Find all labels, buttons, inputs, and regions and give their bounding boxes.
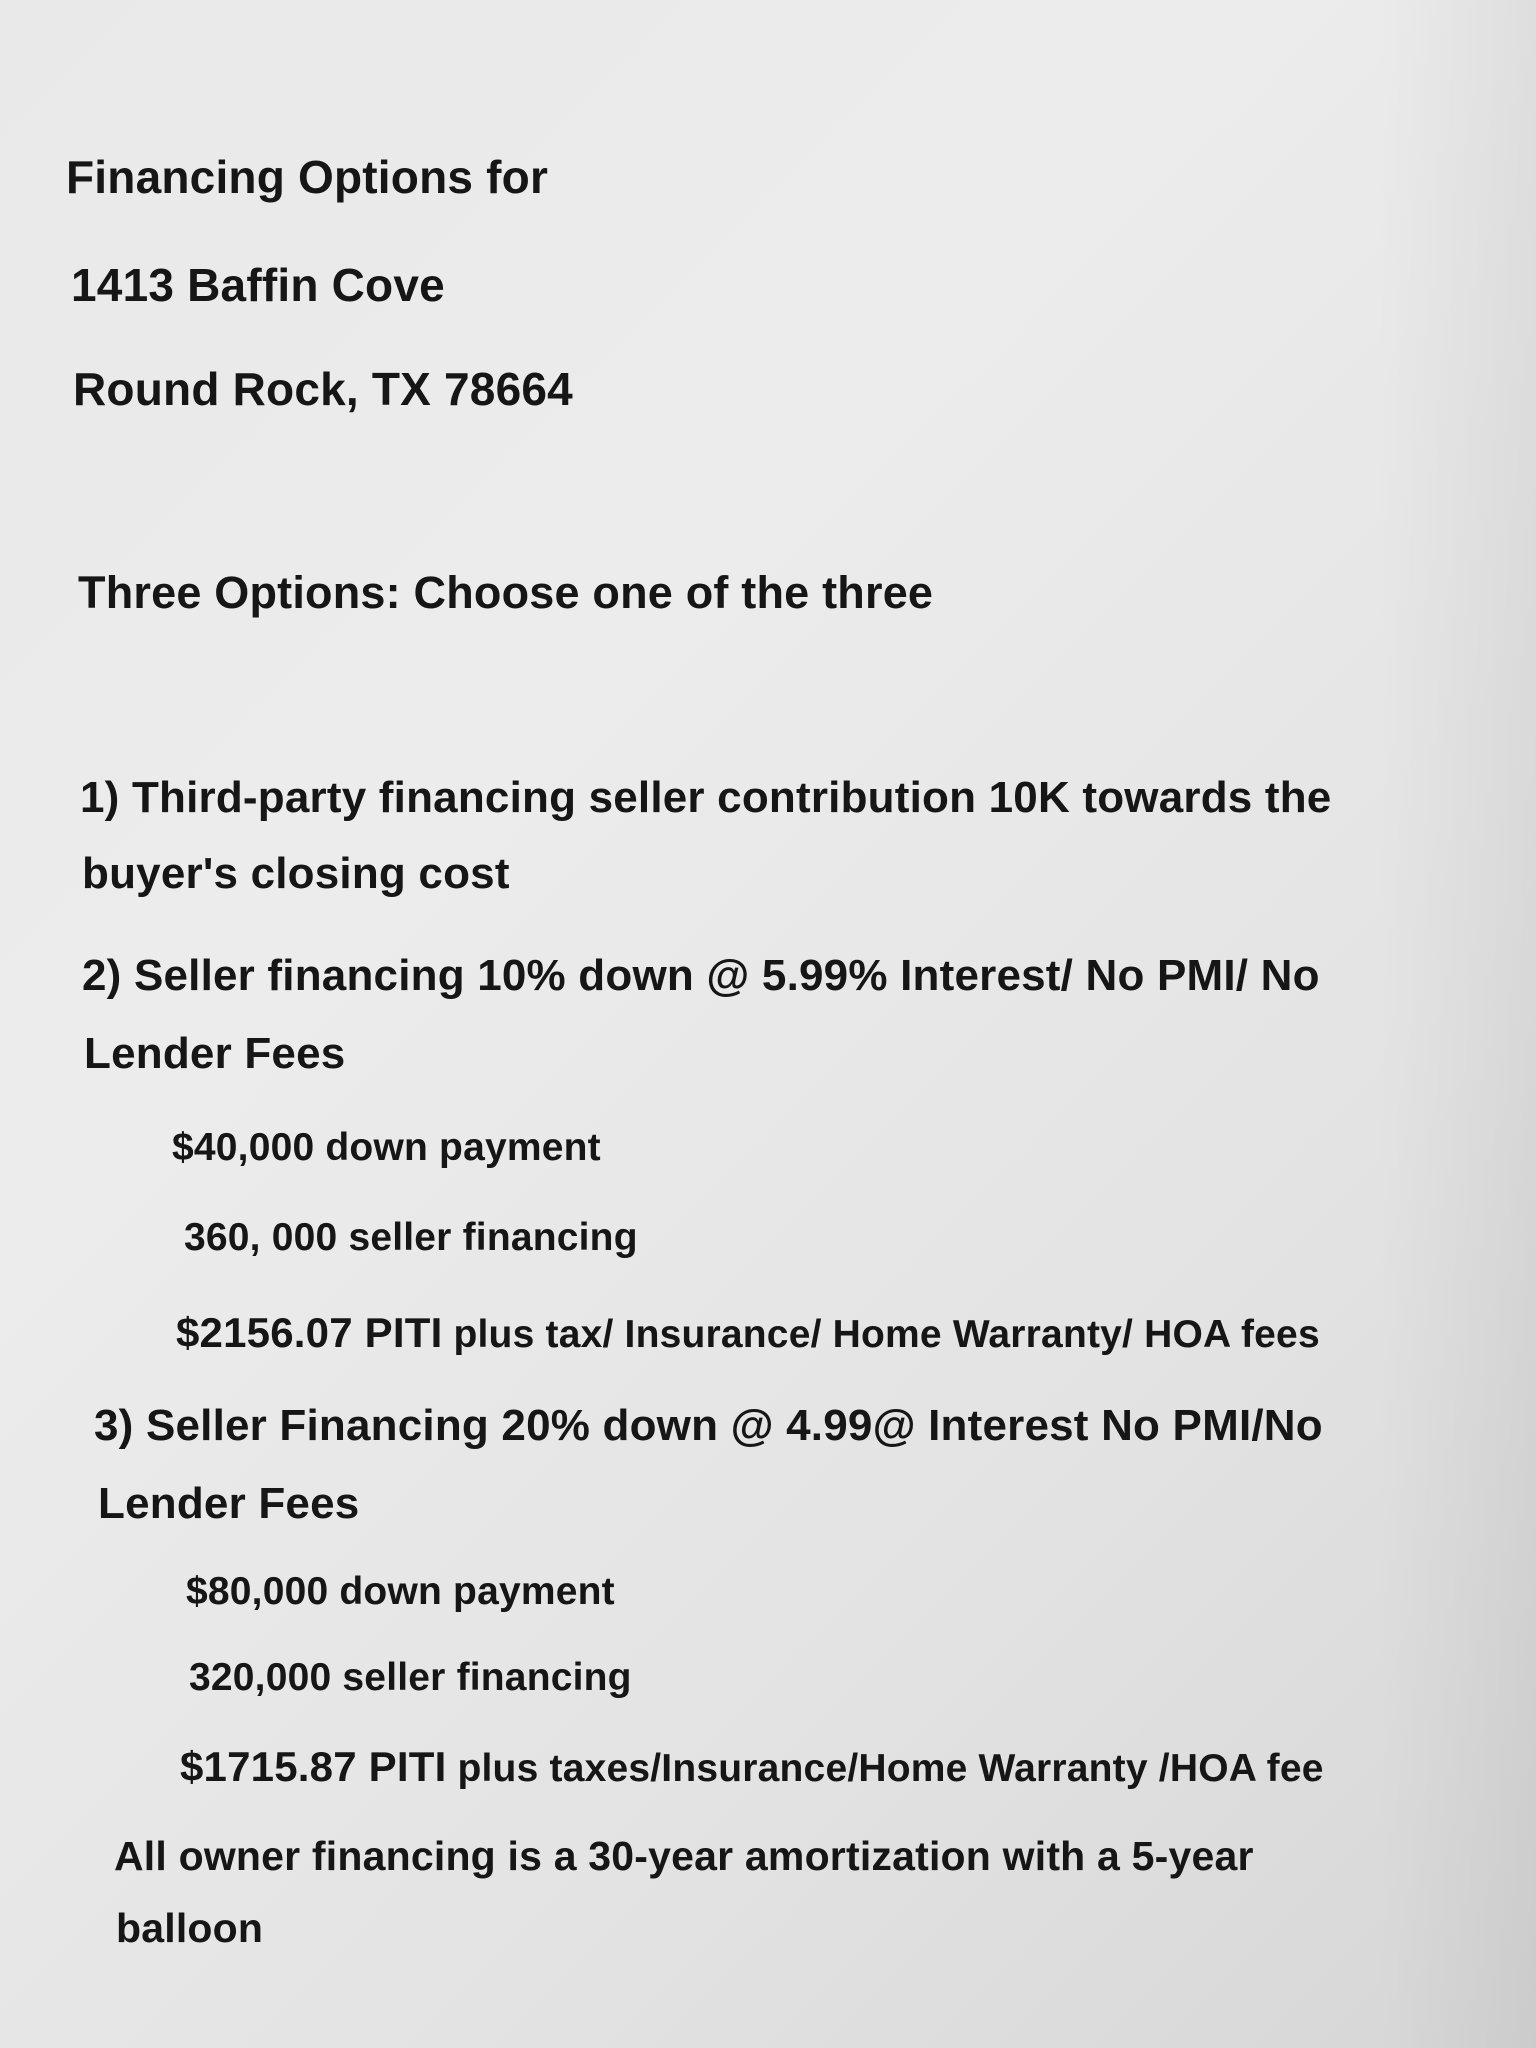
options-intro: Three Options: Choose one of the three [78, 567, 934, 618]
document-title: Financing Options for [66, 151, 549, 203]
footer-line-2: balloon [116, 1905, 264, 1951]
option-2-piti-rest: plus tax/ Insurance/ Home Warranty/ HOA fees [442, 1313, 1320, 1356]
option-2-seller-financing: 360, 000 seller financing [184, 1216, 638, 1259]
option-3-line-2: Lender Fees [98, 1479, 360, 1528]
option-1-line-2: buyer's closing cost [82, 849, 510, 898]
option-2-line-2: Lender Fees [84, 1029, 346, 1078]
option-3-piti [180, 1743, 1324, 1790]
option-2-down-payment: $40,000 down payment [172, 1126, 601, 1169]
property-address-street: 1413 Baffin Cove [71, 259, 445, 311]
property-address-city: Round Rock, TX 78664 [73, 363, 573, 415]
option-2-line-1: 2) Seller financing 10% down @ 5.99% Interest/ No PMI/ No [82, 951, 1320, 1000]
option-3-seller-financing: 320,000 seller financing [189, 1656, 632, 1699]
option-2-piti-amount: $2156.07 PITI [176, 1309, 443, 1356]
paper-shading [1376, 0, 1536, 2048]
option-1-line-1: 1) Third-party financing seller contribution 10K towards the [80, 773, 1332, 822]
option-3-down-payment: $80,000 down payment [186, 1570, 615, 1613]
option-2-piti [176, 1309, 1320, 1356]
footer-line-1: All owner financing is a 30-year amortization with a 5-year [114, 1833, 1254, 1879]
option-3-piti-rest: plus taxes/Insurance/Home Warranty /HOA fee [446, 1747, 1324, 1790]
option-3-line-1: 3) Seller Financing 20% down @ 4.99@ Interest No PMI/No [94, 1401, 1323, 1450]
option-3-piti-amount: $1715.87 PITI [180, 1743, 447, 1790]
